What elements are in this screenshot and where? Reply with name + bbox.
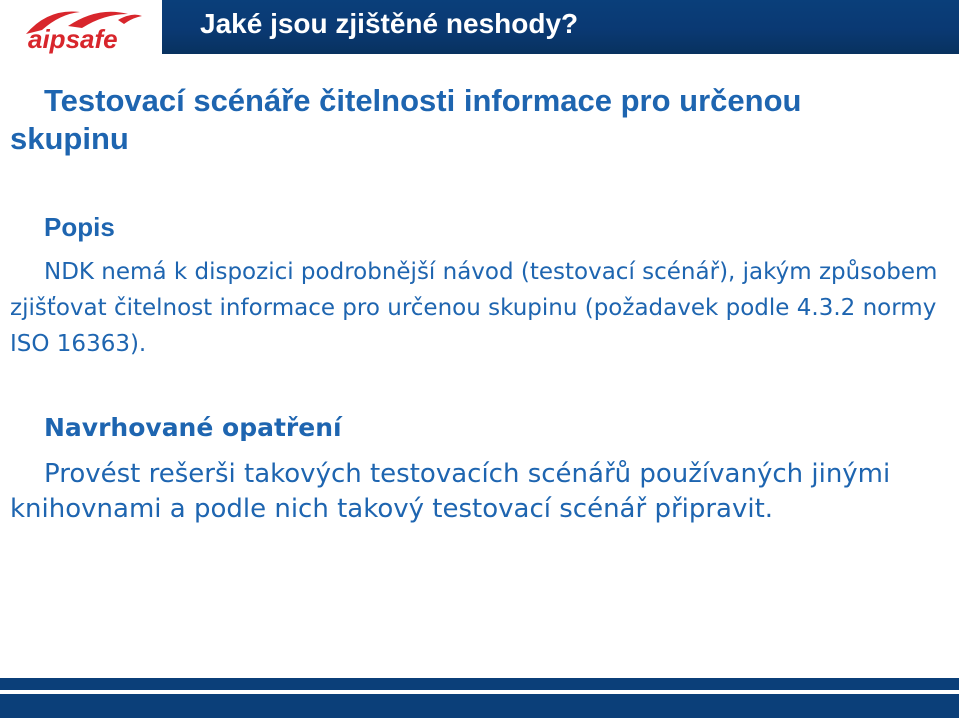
section-heading-popis: Popis [44,212,115,242]
aipsafe-logo-graphic [8,0,158,62]
aipsafe-logo [8,0,158,62]
slide-headline: Testovací scénáře čitelnosti informace pro určenou skupinu [10,83,802,156]
footer-bar-thin [0,678,959,690]
section-text-popis: NDK nemá k dispozici podrobnější návod (testovací scénář), jakým způsobem zjišťovat čitelnost informace pro určenou skupinu (požadavek podle 4.3.2 normy ISO 16363). [10,259,938,357]
footer-bars [0,678,959,718]
section-text-navrhovane-opatreni: Provést rešerši takových testovacích scénářů používaných jinými knihovnami a podle nich takový testovací scénář připravit. [10,459,891,524]
section-heading-navrhovane-opatreni: Navrhované opatření [44,413,342,442]
logo-text: aipsafe [28,24,118,54]
logo-swoosh-red-3 [118,15,142,24]
page-title: Jaké jsou zjištěné neshody? [200,8,579,39]
footer-bar-thick [0,694,959,718]
